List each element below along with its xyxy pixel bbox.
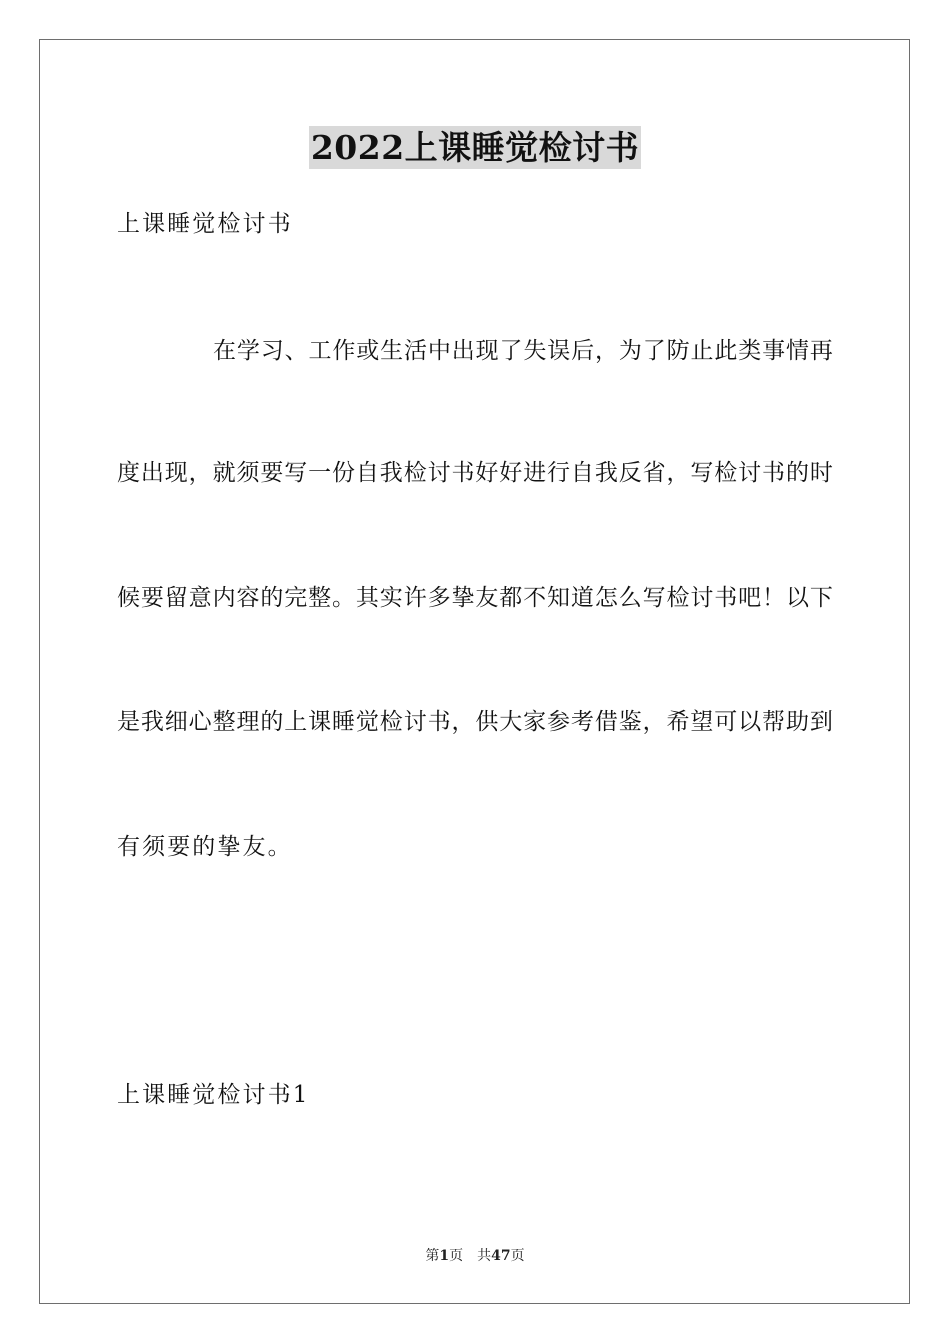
section-heading: 上课睡觉检讨书1 bbox=[117, 1082, 310, 1108]
title-container bbox=[0, 126, 950, 169]
paragraph-line-4: 是 我 细 心 整 理 的 上 课 睡 觉 检 讨 书 ， 供 大 家 参 考 借 鉴 ， 希 望 可 以 帮 助 到 bbox=[117, 709, 833, 735]
footer-page-unit: 页 bbox=[449, 1248, 464, 1264]
paragraph-line-3: 候 要 留 意 内 容 的 完 整 。 其 实 许 多 挚 友 都 不 知 道 怎 么 写 检 讨 书 吧 ！ 以 下 bbox=[117, 585, 833, 611]
document-subtitle: 上课睡觉检讨书 bbox=[117, 211, 293, 237]
paragraph-line-5: 有须要的挚友。 bbox=[117, 834, 293, 860]
paragraph-line-1: 在 学 习 、 工 作 或 生 活 中 出 现 了 失 误 后 ， 为 了 防 止 此 类 事 情 再 bbox=[213, 338, 833, 364]
document-title: 2022上课睡觉检讨书 bbox=[310, 128, 640, 167]
page-footer bbox=[0, 1247, 950, 1265]
footer-page-number: 1 bbox=[439, 1248, 450, 1264]
footer-total-unit: 页 bbox=[510, 1248, 525, 1264]
footer-page-prefix: 第 bbox=[425, 1248, 440, 1264]
footer-total-prefix: 共 bbox=[477, 1248, 492, 1264]
paragraph-line-2: 度 出 现 ， 就 须 要 写 一 份 自 我 检 讨 书 好 好 进 行 自 我 反 省 ， 写 检 讨 书 的 时 bbox=[117, 460, 833, 486]
footer-total-pages: 47 bbox=[491, 1248, 511, 1264]
